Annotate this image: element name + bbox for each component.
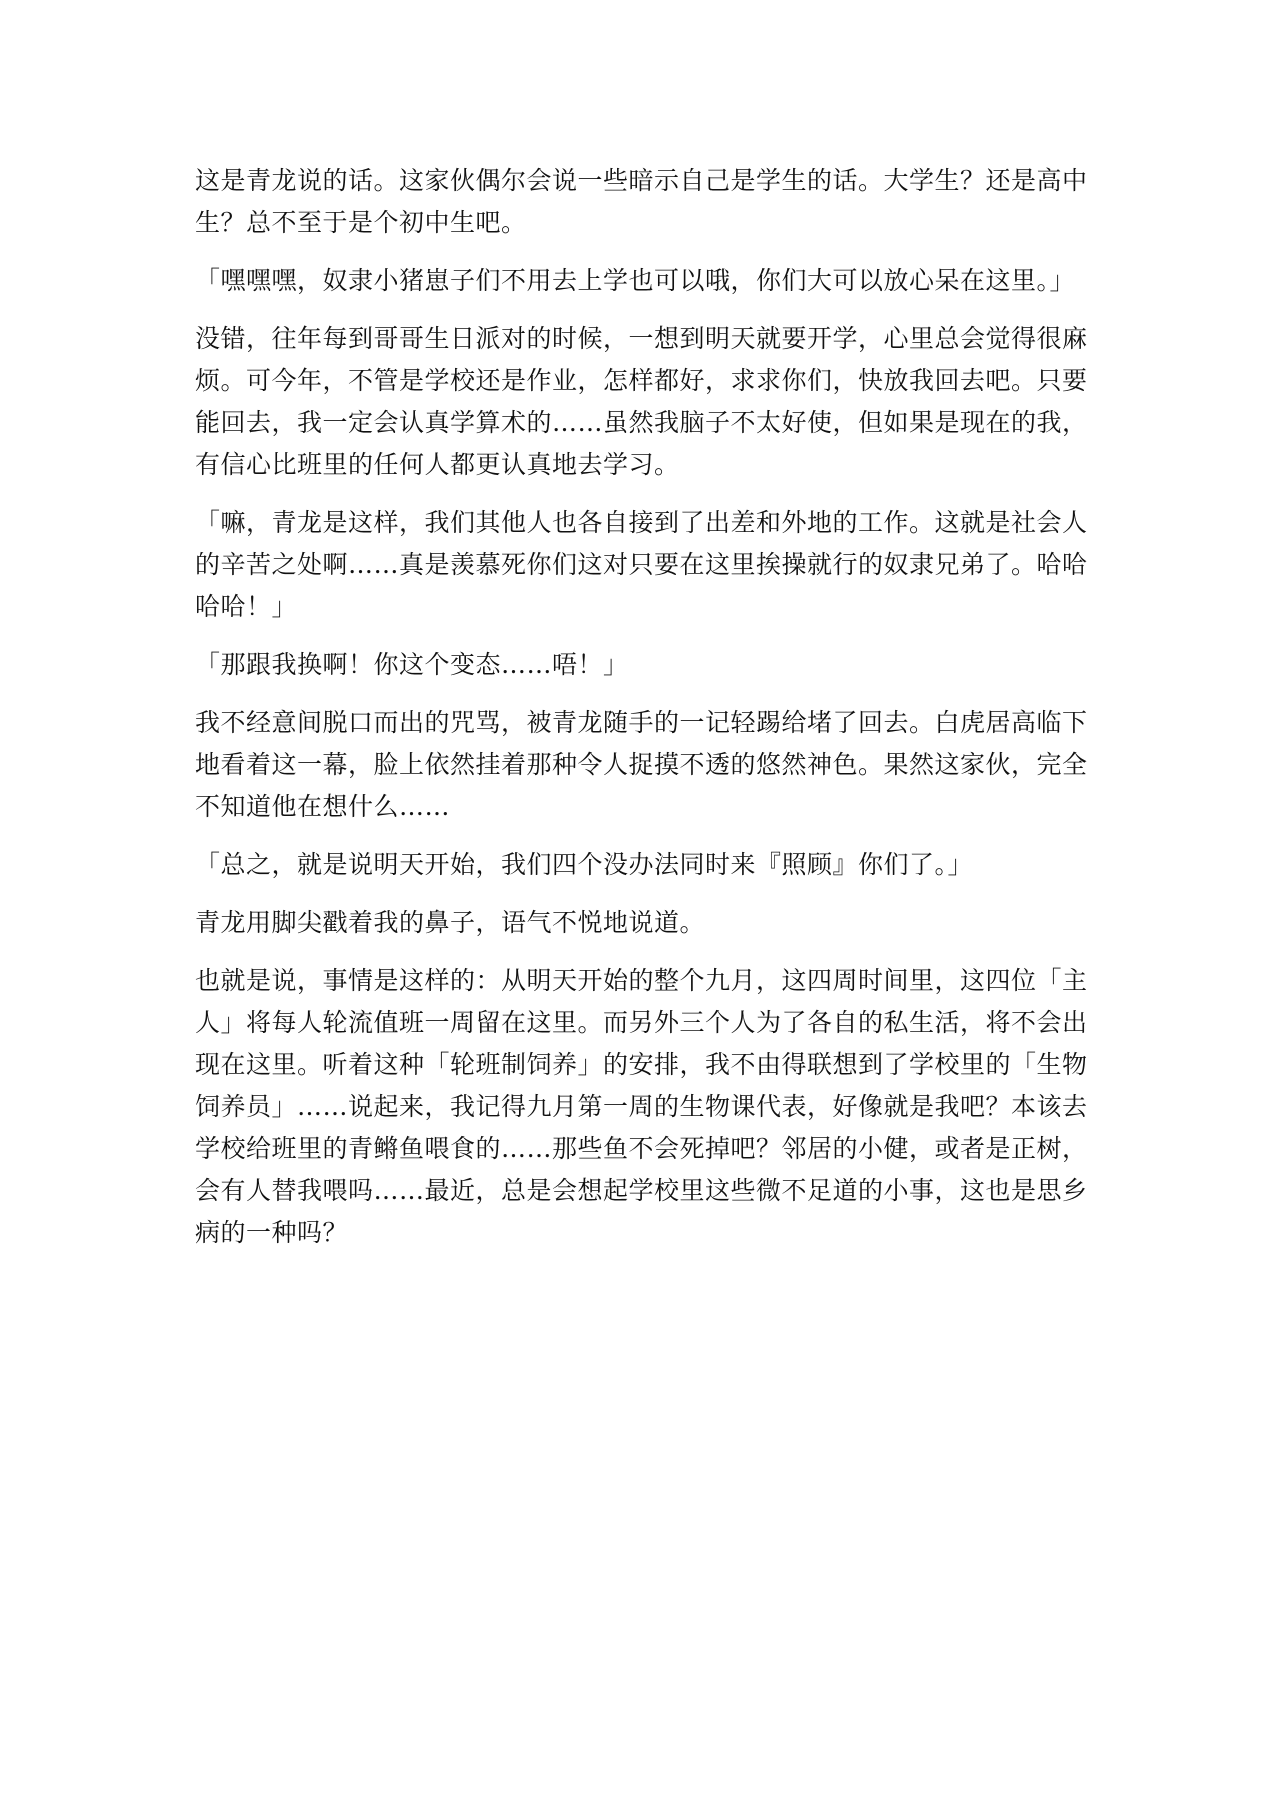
paragraph: 「总之，就是说明天开始，我们四个没办法同时来『照顾』你们了。」 (195, 850, 974, 879)
paragraph: 也就是说，事情是这样的：从明天开始的整个九月，这四周时间里，这四位「主人」将每人轮流值班一周留在这里。而另外三个人为了各自的私生活，将不会出现在这里。听着这种「轮班制饲养」的安排，我不由得联想到了学校里的「生物饲养员」……说起来，我记得九月第一周的生物课代表，好像就是我吧？本该去学校给班里的青鳉鱼喂食的……那些鱼不会死掉吧？邻居的小健，或者是正树，会有人替我喂吗……最近，总是会想起学校里这些微不足道的小事，这也是思乡病的一种吗？ (195, 966, 1088, 1247)
paragraph: 这是青龙说的话。这家伙偶尔会说一些暗示自己是学生的话。大学生？还是高中生？总不至于是个初中生吧。 (195, 166, 1088, 237)
paragraph: 「嘿嘿嘿，奴隶小猪崽子们不用去上学也可以哦，你们大可以放心呆在这里。」 (195, 266, 1076, 295)
text-body (195, 160, 1095, 1270)
paragraph: 没错，往年每到哥哥生日派对的时候，一想到明天就要开学，心里总会觉得很麻烦。可今年，不管是学校还是作业，怎样都好，求求你们，快放我回去吧。只要能回去，我一定会认真学算术的……虽然我脑子不太好使，但如果是现在的我，有信心比班里的任何人都更认真地去学习。 (195, 324, 1088, 479)
paragraph: 「那跟我换啊！你这个变态……唔！」 (195, 650, 629, 679)
paragraph: 「嘛，青龙是这样，我们其他人也各自接到了出差和外地的工作。这就是社会人的辛苦之处啊……真是羡慕死你们这对只要在这里挨操就行的奴隶兄弟了。哈哈哈哈！」 (195, 508, 1088, 621)
paragraph: 我不经意间脱口而出的咒骂，被青龙随手的一记轻踢给堵了回去。白虎居高临下地看着这一幕，脸上依然挂着那种令人捉摸不透的悠然神色。果然这家伙，完全不知道他在想什么…… (195, 708, 1088, 821)
paragraph: 青龙用脚尖戳着我的鼻子，语气不悦地说道。 (195, 908, 706, 937)
